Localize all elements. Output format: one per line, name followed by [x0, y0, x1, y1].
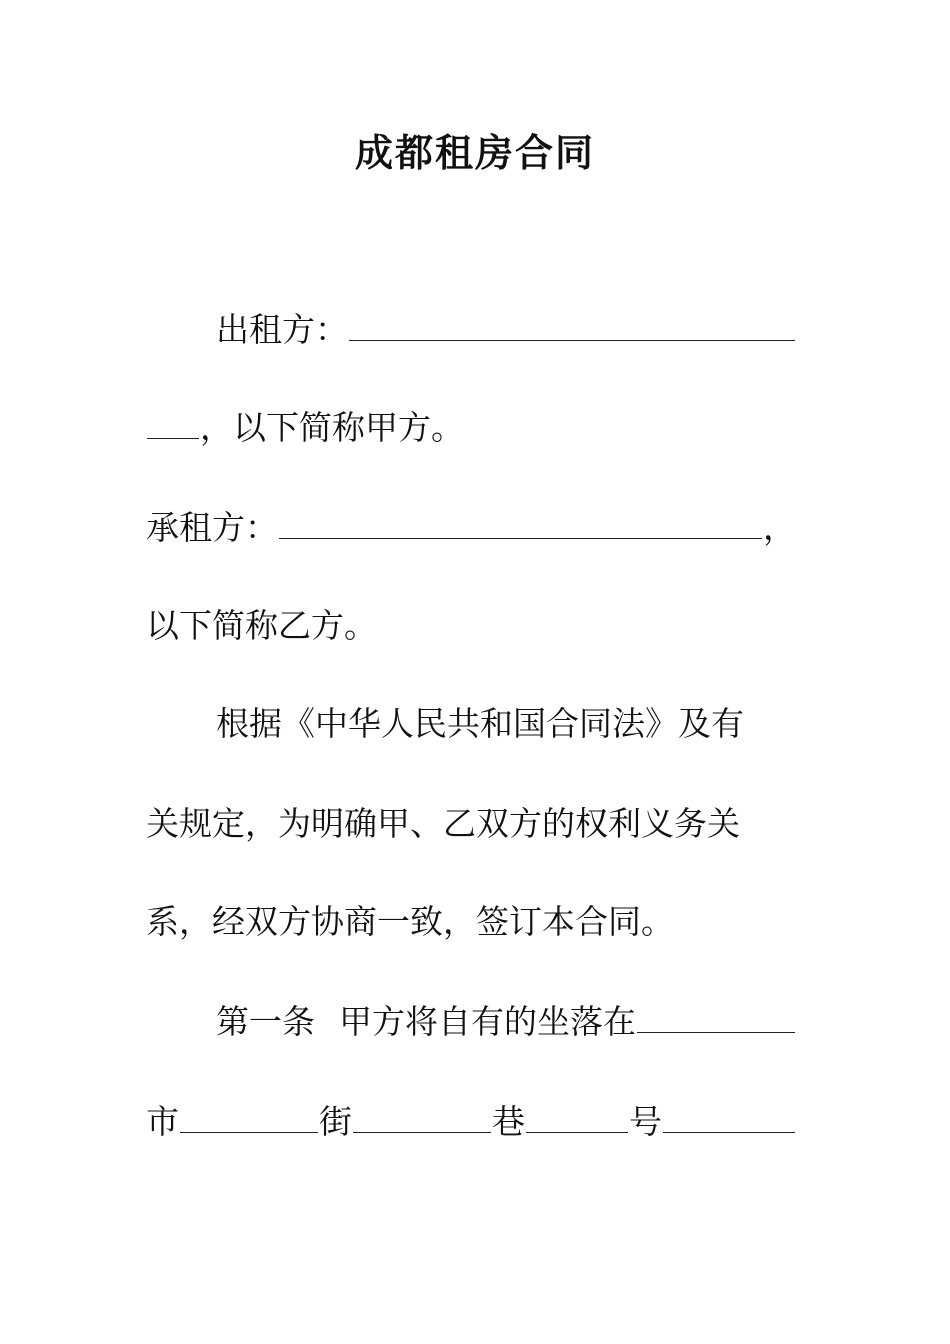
street-blank: [353, 1098, 491, 1133]
lessee-suffix: 以下简称乙方。: [146, 606, 377, 645]
address-line: [146, 1096, 796, 1148]
lane-blank: [526, 1098, 628, 1133]
basis-paragraph-line-3: [146, 896, 796, 948]
city-blank: [180, 1098, 318, 1133]
lessor-name-blank: [349, 306, 795, 341]
lessee-line: [146, 502, 796, 554]
address-lane-label: 巷: [492, 1102, 525, 1141]
lessee-label: 承租方：: [146, 508, 278, 547]
address-number-label: 号: [629, 1102, 662, 1141]
document-title: 成都租房合同: [354, 130, 595, 175]
article-1-line: [146, 996, 796, 1048]
location-blank: [637, 998, 795, 1033]
article-1-label: 第一条: [216, 1002, 315, 1041]
basis-paragraph-line-2: [146, 798, 796, 850]
lessor-suffix: ，以下简称甲方。: [200, 408, 464, 447]
number-blank: [663, 1098, 795, 1133]
basis-text-1: 根据《中华人民共和国合同法》及有: [216, 704, 744, 743]
lessor-label: 出租方：: [216, 310, 348, 349]
lessor-line-continued: [146, 402, 796, 454]
basis-text-2: 关规定，为明确甲、乙双方的权利义务关: [146, 804, 740, 843]
lessee-comma: ，: [763, 508, 796, 547]
address-city-label: 市: [146, 1102, 179, 1141]
address-street-label: 街: [319, 1102, 352, 1141]
article-1-text: 甲方将自有的坐落在: [339, 1002, 636, 1041]
lessor-name-blank-end: [147, 404, 199, 439]
lessee-name-blank: [279, 504, 762, 539]
basis-text-3: 系，经双方协商一致，签订本合同。: [146, 902, 674, 941]
lessor-line: [146, 304, 796, 356]
lessee-line-continued: [146, 600, 796, 652]
basis-paragraph-line-1: [146, 698, 796, 750]
